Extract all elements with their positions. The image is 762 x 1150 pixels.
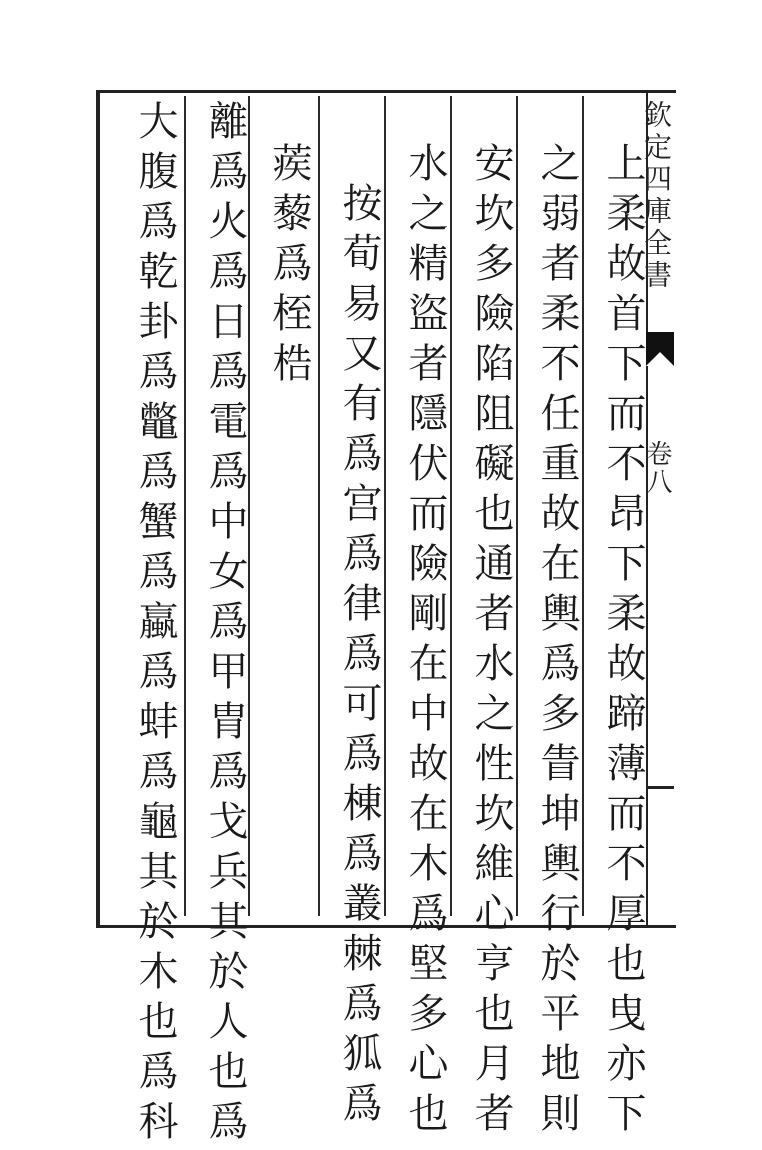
text-column-1: 上柔故首下而不昂下柔故蹄薄而不厚也曳亦下 (600, 142, 646, 1142)
text-column-7: 離爲火爲日爲電爲中女爲甲胄爲戈兵其於人也爲 (202, 100, 248, 1150)
text-column-4: 水之精盜者隱伏而險剛在中故在木爲堅多心也 (402, 142, 448, 1142)
margin-tick (648, 786, 674, 789)
text-column-5: 按荀易又有爲宫爲律爲可爲棟爲叢棘爲狐爲 (336, 182, 382, 1132)
fishtail-notch (646, 352, 674, 366)
text-column-6: 蒺藜爲桎梏 (266, 142, 312, 392)
book-title: 欽定四庫全書 (640, 100, 673, 292)
juan-label: 卷八 (642, 440, 672, 496)
text-column-2: 之弱者柔不任重故在輿爲多眚坤輿行於平地則 (534, 142, 580, 1142)
text-column-8: 大腹爲乾卦爲鼈爲蟹爲蠃爲蚌爲龜其於木也爲科 (132, 100, 178, 1150)
text-column-3: 安坎多險陷阻礙也通者水之性坎維心亨也月者 (468, 142, 514, 1142)
